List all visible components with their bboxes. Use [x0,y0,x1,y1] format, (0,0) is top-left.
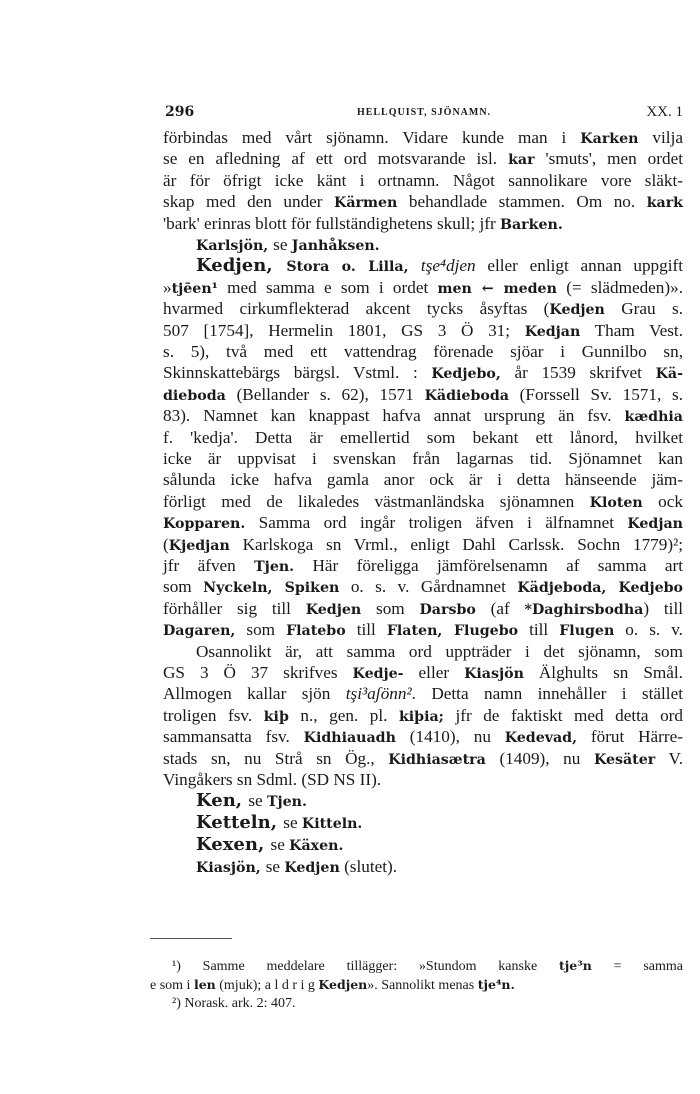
bold-term: Kjedjan [168,537,230,554]
text-run: eller enligt annan uppgift [475,256,683,276]
bold-term: kiþia; [398,708,444,725]
text-run: ²) Norask. ark. 2: 407. [172,995,296,1011]
text-line [163,469,683,490]
text-run: (af [475,598,525,618]
text-line [196,641,683,662]
text-run: Allmogen kallar sjön [163,684,346,704]
text-run: hvarmed cirkumflekterad akcent tycks åsyftas ( [163,299,550,319]
text-run: är för öfrigt icke känt i ortnamn. Något sannolikare vore släkt- [163,170,683,190]
text-run: jfr äfven [163,556,255,575]
phonetic-text: tşi³aʃönn² [345,684,412,704]
bold-term: kiþ [263,708,289,725]
text-run: sålunda icke hafva gamla anor ock är i detta hänseende jäm- [163,470,683,490]
bold-term: Kedjen [549,302,605,319]
text-run: år 1539 skrifvet [500,363,656,383]
bold-term: kar [508,152,535,169]
text-run: (Bellander s. 62), 1571 [225,384,425,404]
bold-term: tje⁴n. [477,976,515,992]
bold-term: Darsbo [419,601,476,618]
bold-term: tjēen¹ [171,280,218,297]
text-run: se en afledning af ett ord motsvarande isl. [163,149,509,169]
text-run: som [235,620,287,640]
text-run: troligen fsv. [163,705,264,725]
bold-term: Stora o. Lilla, [286,259,421,276]
text-line [163,534,683,555]
text-line [163,277,683,298]
text-run: förut Härre- [577,727,683,747]
text-line [163,576,683,597]
bold-term: Flaten, Flugebo [386,623,519,640]
text-line [163,148,683,169]
text-run: ( [163,534,169,554]
bold-term: Kloten [589,494,643,511]
bold-term: Kidhiauadh [303,730,396,747]
text-run: till [518,620,560,640]
bold-term: Kädjeboda, Kedjebo [517,580,683,597]
bold-term: Kedjen [305,601,362,618]
text-run: V. [655,748,684,768]
text-line [163,705,683,726]
text-run: f. 'kedja'. Detta är emellertid som bekant ett lånord, hvilket [163,427,683,447]
text-run: (mjuk); a l d r i g [215,977,319,993]
text-run: sammansatta fsv. [163,727,304,747]
bold-term: Tjen. [254,559,295,575]
footnote-separator [150,938,232,939]
bold-term: Karlsjön, [196,238,274,254]
bold-term: Käxen. [289,838,344,855]
text-run: ». Sannolikt menas [367,977,478,993]
bold-term: Kedjebo, [431,366,501,383]
bold-term: len [193,976,216,992]
text-run: (slutet). [339,857,398,877]
text-run: förbindas med vårt sjönamn. Vidare kunde man i [163,128,581,147]
text-run: se [270,835,290,855]
text-line [163,384,683,405]
text-run: vilja [638,128,683,147]
text-line [196,234,683,255]
text-line [163,405,683,426]
text-run: skap med den under [163,192,334,212]
text-line [163,512,683,533]
text-line [163,555,683,576]
text-line [163,748,683,769]
text-run: (1410), nu [395,727,505,747]
bold-term: Kidhiasætra [388,751,486,768]
text-run: Samma ord ingår troligen äfven i älfnamnet [245,513,628,533]
text-run: Tham Vest. [580,320,683,340]
text-line [196,856,683,877]
bold-term: Kesäter [593,751,656,768]
text-line [163,683,683,704]
text-run: eller [403,663,465,682]
bold-term: Kärmen [334,195,398,212]
text-run: som [361,598,420,618]
text-run: stads sn, nu Strå sn Ög., [163,748,389,768]
bold-term: tje³n [559,958,592,973]
text-line [163,213,683,234]
text-run: (Forssell Sv. 1571, s. [508,384,683,404]
bold-term: Kedjen [284,860,340,877]
phonetic-text: tşe⁴djen [420,256,476,276]
text-run: o. s. v. [614,620,683,640]
text-line [163,427,683,448]
text-run: (= slädmeden)». [556,277,684,297]
bold-term: Kedje- [352,666,404,682]
text-run: e som i [150,977,194,993]
text-line [163,448,683,469]
bold-term: Kitteln. [301,816,363,833]
bold-term: Kiasjön, [196,860,266,877]
text-run: se [265,857,285,877]
text-run: Osannolikt är, att samma ord uppträder i det sjönamn, som [196,641,683,661]
text-run: med samma e som i ordet [217,277,438,297]
bold-term: dieboda [163,387,226,404]
text-run: förligt med de likaledes västmanländska sjönamnen [163,491,590,511]
text-line [196,834,683,855]
bold-term: Ketteln, [196,812,284,834]
bold-term: kark [646,195,684,212]
text-run: förhåller sig till [163,598,306,618]
text-line [163,170,683,191]
text-run: se [248,791,267,811]
text-line [163,491,683,512]
text-line [163,726,683,747]
text-run: n., gen. pl. [288,705,399,725]
text-line [163,619,683,640]
bold-term: Janhåksen. [291,238,380,254]
text-line [196,255,683,276]
text-run: Grau s. [604,299,683,319]
text-run: = samma [591,959,683,974]
text-run: 'smuts', men ordet [534,149,684,169]
text-run: » [163,277,172,297]
footnote-line [172,994,683,1013]
text-run: Vingåkers sn Sdml. (SD NS II). [163,770,382,789]
text-run: 83). Namnet kan knappast hafva annat ursprung än fsv. [163,406,625,426]
text-line [196,812,683,833]
text-run: Karlskoga sn Vrml., enligt Dahl Carlssk. Sochn 1779)²; [229,534,683,554]
text-run: (1409), nu [485,748,594,768]
text-line [163,298,683,319]
bold-term: Kädieboda [424,387,509,404]
text-run: behandlade stammen. Om no. [397,192,647,212]
bold-term: Tjen. [266,794,307,811]
text-line [163,320,683,341]
text-line [163,191,683,212]
bold-term: Kedjen [318,976,368,992]
text-run: till [345,620,387,640]
page-number: 296 [165,104,195,120]
bold-term: Kä- [655,366,683,383]
bold-term: kædhia [624,409,683,426]
bold-term: Kedjan [524,323,581,340]
text-line [196,790,683,811]
footnote-line [150,975,683,995]
bold-term: Kedjan [627,516,683,533]
running-title: HELLQUIST, SJÖNAMN. [356,107,492,118]
text-run: ¹) Samme meddelare tillägger: »Stundom kanske [172,959,559,974]
text-run: 'bark' erinras blott för fullständighetens skull; jfr [163,213,500,233]
bold-term: Kexen, [196,834,271,856]
bold-term: Flugen [559,623,615,640]
text-run: Skinnskattebärgs bärgsl. Vstml. : [163,363,432,383]
text-run: som [163,577,204,597]
footnote-line [172,956,683,976]
text-line [163,769,683,790]
running-header [165,104,683,124]
text-line [163,341,683,362]
text-run: se [283,813,302,833]
text-run: ) till [643,598,684,618]
bold-term: Kopparen. [163,516,246,533]
text-run: ock [642,491,683,511]
bold-term: Kiasjön [464,666,524,682]
bold-term: Nyckeln, Spiken [203,580,340,597]
text-run: GS 3 Ö 37 skrifves [163,663,353,682]
bold-term: Kedjen, [196,255,287,277]
text-run: Här föreligga jämförelsenamn af samma art [294,556,683,575]
bold-term: Karken [580,131,639,147]
bold-term: Barken. [499,216,563,233]
text-line [163,662,683,683]
text-run: Älghults sn Smål. [523,663,683,682]
bold-term: Dagaren, [163,623,236,640]
bold-term: men ← meden [437,280,557,297]
text-run: . Detta namn innehåller i stället [411,684,683,704]
bold-term: *Daghirsbodha [524,601,644,618]
text-run: o. s. v. Gårdnamnet [339,577,518,597]
bold-term: Flatebo [286,623,346,640]
text-run: s. 5), två med ett vattendrag förenade sjöar i Gunnilbo sn, [163,342,683,361]
bold-term: Ken, [196,790,249,812]
section-number: XX. 1 [646,104,683,120]
text-run: se [273,235,292,254]
text-run: jfr de faktiskt med detta ord [443,705,684,725]
text-line [163,127,683,148]
text-run: icke är uppvisat i svenskan från lagarnas tid. Sjönamnet kan [163,449,683,468]
bold-term: Kedevad, [504,730,578,747]
text-run: 507 [1754], Hermelin 1801, GS 3 Ö 31; [163,320,525,340]
text-line [163,362,683,383]
text-line [163,598,683,619]
